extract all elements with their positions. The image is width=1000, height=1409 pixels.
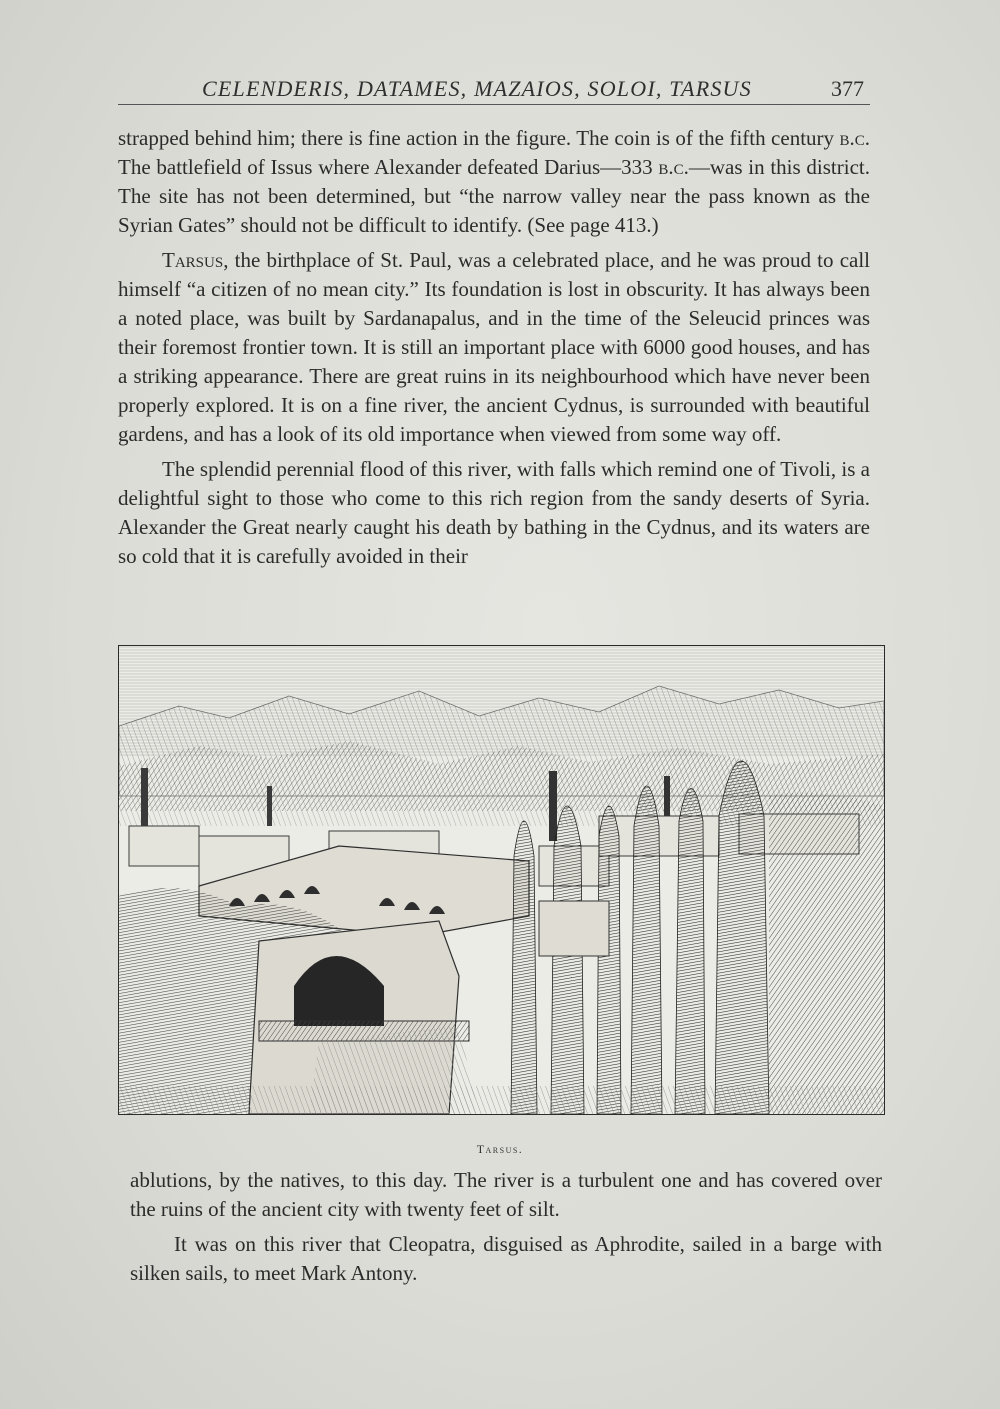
paragraph-coin: strapped behind him; there is fine action in the figure. The coin is of the fifth century b.c. The battlefield of Issus where Alexander defeated Darius—333 b.c.—was in this district. The site has not been determined, but “the narrow valley near the pass known as the Syrian Gates” should not be difficult to identify. (See page 413.) [118,126,870,237]
page-number: 377 [831,76,864,101]
figure-caption: Tarsus. [476,1142,524,1156]
engraving-illustration [119,646,884,1114]
paragraph-cleopatra: It was on this river that Cleopatra, disguised as Aphrodite, sailed in a barge with silken sails, to meet Mark Antony. [130,1232,882,1285]
era-abbrev: b.c. [658,155,689,179]
body-text-bottom [130,1166,882,1288]
paragraph-cydnus: The splendid perennial flood of this river, with falls which remind one of Tivoli, is a delightful sight to those who come to this rich region from the sandy deserts of Syria. Alexander the Great nearly caught his death by bathing in the Cydnus, and its waters are so cold that it is carefully avoided in their [118,457,870,568]
running-head: CELENDERIS, DATAMES, MAZAIOS, SOLOI, TARSUS [202,76,752,101]
tarsus-engraving [118,645,885,1115]
body-text-top [118,124,870,571]
lead-word: Tarsus [162,248,224,272]
paragraph-tarsus: Tarsus, the birthplace of St. Paul, was a celebrated place, and he was proud to call himself “a citizen of no mean city.” Its foundation is lost in obscurity. It has always been a noted place, was built by Sardanapalus, and in the time of the Seleucid princes was their foremost frontier town. It is still an important place with 6000 good houses, and has a striking appearance. There are great ruins in its neighbourhood which have never been properly explored. It is on a fine river, the ancient Cydnus, is surrounded with beautiful gardens, and has a look of its old importance when viewed from some way off. [118,248,870,446]
paragraph-ablutions: ablutions, by the natives, to this day. The river is a turbulent one and has covered over the ruins of the ancient city with twenty feet of silt. [130,1168,882,1221]
era-abbrev: b.c. [839,126,870,150]
page-header [118,74,870,105]
